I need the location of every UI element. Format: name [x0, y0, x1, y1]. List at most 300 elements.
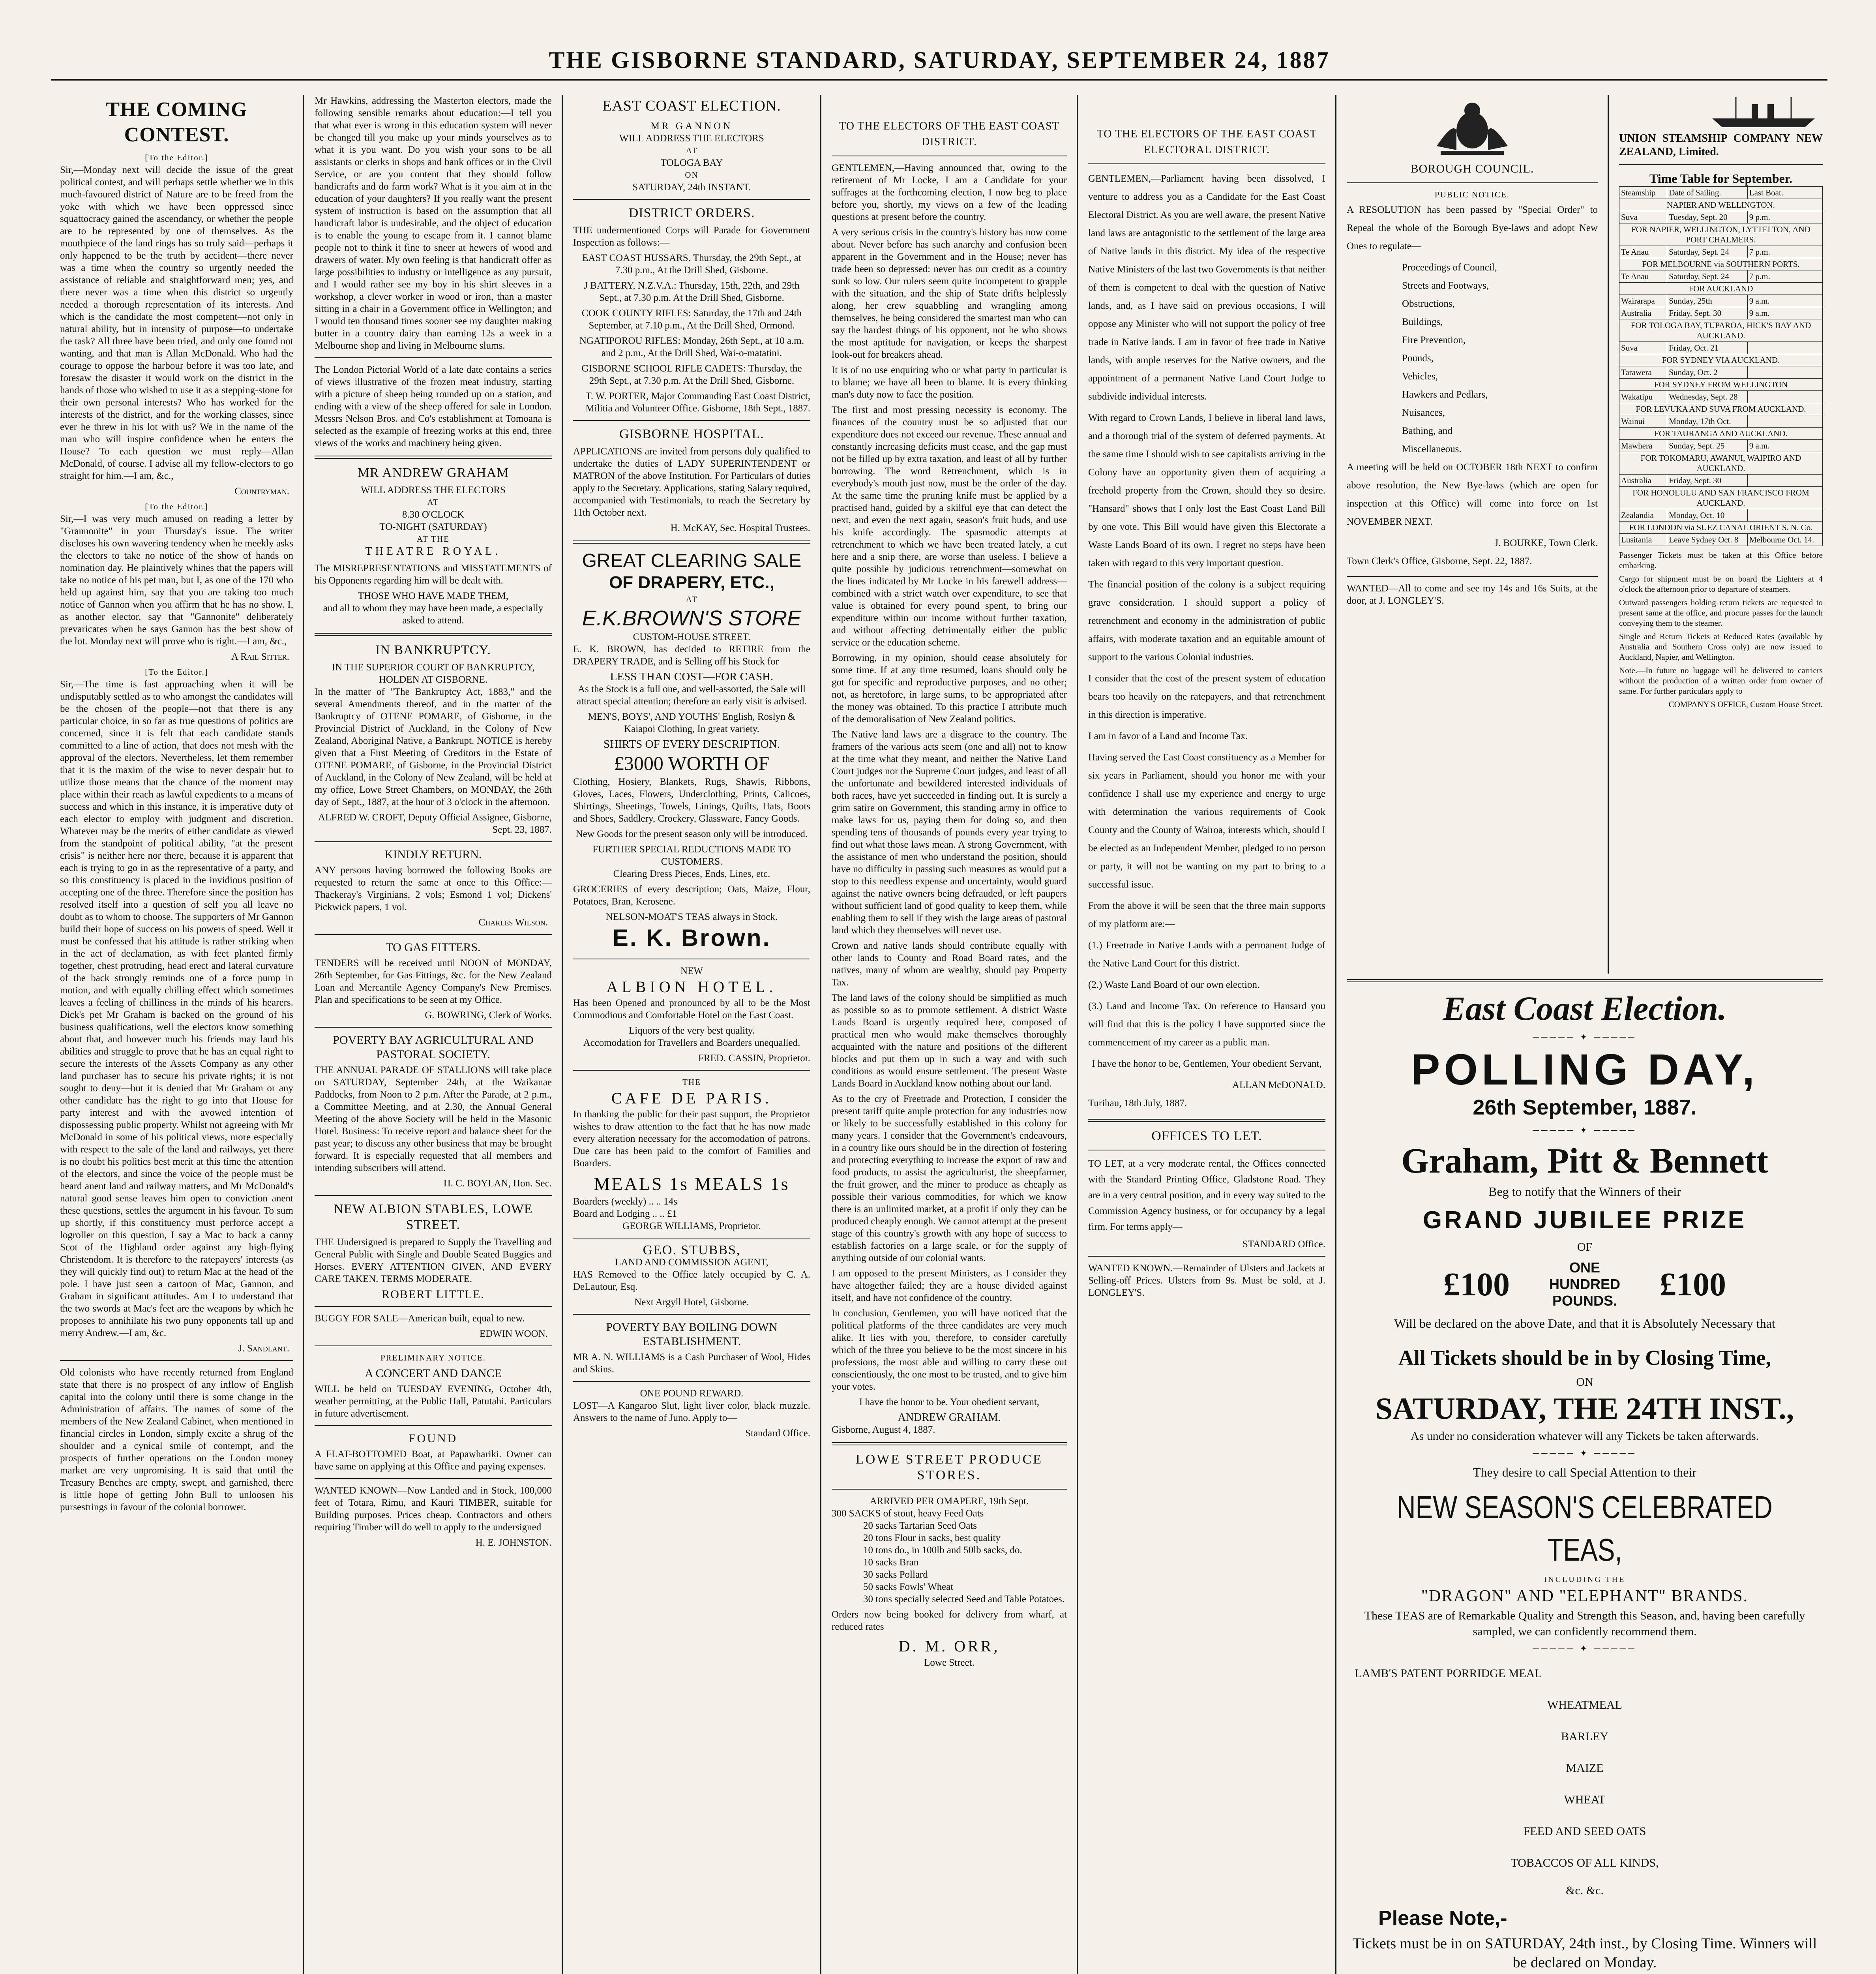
- timetable-cell: 9 p.m.: [1747, 211, 1822, 223]
- cafe-the: THE: [682, 1077, 701, 1087]
- albion-accommodation: Accomodation for Travellers and Boarders unequalled.: [583, 1038, 800, 1048]
- borough-meeting: A meeting will be held on OCTOBER 18th NEXT to confirm above resolution, the New Bye-laws (which are open for inspection at this Office) will come into force on 1st NOVEMBER NEXT.: [1347, 462, 1598, 527]
- prize-amount: £100: [1660, 1266, 1726, 1303]
- divider: [832, 1442, 1067, 1445]
- offices-signature: STANDARD Office.: [1242, 1239, 1325, 1250]
- timetable-cell: Monday, 17th Oct.: [1667, 415, 1747, 428]
- timetable-cell: Friday, Sept. 30: [1667, 307, 1747, 319]
- timetable-route: FOR TAURANGA AND AUCKLAND.: [1619, 428, 1823, 440]
- bylaw-item: Vehicles,: [1402, 371, 1438, 382]
- mcdonald-close: I have the honor to be, Gentlemen, Your obedient Servant,: [1092, 1058, 1322, 1069]
- timetable-header: Steamship: [1619, 187, 1667, 199]
- mens-clothing: MEN'S, BOYS', AND YOUTHS' English, Roslyn & Kaiapoi Clothing, In great variety.: [588, 711, 796, 734]
- graham-ad-line: AT THE: [417, 534, 450, 544]
- tea-brands: "DRAGON" AND "ELEPHANT" BRANDS.: [1421, 1587, 1749, 1605]
- hospital-body: APPLICATIONS are invited from persons duly qualified to undertake the duties of LADY SUPERINTENDENT or MATRON of the above Institution. For Particulars of duties apply to the Secretary. Applications, stating Salary required, accompanied with Testimonials, to reach the Secretary by 11th October next.: [573, 446, 810, 518]
- williams-signature: GEORGE WILLIAMS, Proprietor.: [622, 1221, 761, 1231]
- divider: [315, 1027, 552, 1028]
- letter-rail-sitter: Sir,—I was very much amused on reading a letter by "Grannonite" in your Thursday's issue. The writer discloses his own wavering tendency when he meekly asks the electors to take no notice of the show of hands on nomination day. He plaintively whines that the papers will take no notice of his pet man, but I, as one of the 170 who held up against him, say that you are taking too much notice of Gannon when you affirm that he has no show. I, as another elector, say that "Gannonite" deliberately prevaricates when he says Gannon has the best show of the lot. Monday next will prove who is right.—I am, &c.,: [60, 514, 293, 647]
- divider: [1088, 1119, 1325, 1122]
- graham-address-title: TO THE ELECTORS OF THE EAST COAST DISTRICT.: [839, 120, 1059, 148]
- timetable-cell: 9 a.m.: [1747, 295, 1822, 307]
- mcdonald-paragraph: From the above it will be seen that the three main supports of my platform are:—: [1088, 901, 1325, 929]
- stock-line: 30 sacks Pollard: [863, 1569, 928, 1580]
- steamship-icon: [1704, 95, 1823, 130]
- groceries-line: GROCERIES of every description; Oats, Maize, Flour, Potatoes, Bran, Kerosene.: [573, 884, 810, 907]
- orders-line: Orders now being booked for delivery from wharf, at reduced rates: [832, 1609, 1067, 1632]
- bylaw-item: Pounds,: [1402, 353, 1434, 364]
- wanted-ulsters: WANTED KNOWN.—Remainder of Ulsters and Jackets at Selling-off Prices. Ulsters from 9s. Must be sold, at J. LONGLEY'S.: [1088, 1263, 1325, 1298]
- bylaw-item: Obstructions,: [1402, 298, 1455, 309]
- graham-ad-line: AT: [427, 497, 439, 507]
- column-3: [564, 95, 819, 1974]
- timetable-cell: Te Anau: [1619, 246, 1667, 258]
- boarders-line: Boarders (weekly) .. .. 14s: [573, 1196, 677, 1207]
- cafe-de-paris-title: CAFE DE PARIS.: [611, 1089, 772, 1107]
- timetable: [1619, 186, 1823, 546]
- goods-item: MAIZE: [1566, 1762, 1604, 1775]
- hospital-signature: H. McKAY, Sec. Hospital Trustees.: [670, 523, 810, 533]
- offices-title: OFFICES TO LET.: [1151, 1129, 1262, 1143]
- gannon-line: ON: [685, 170, 699, 180]
- hospital-title: GISBORNE HOSPITAL.: [619, 427, 764, 441]
- district-order: COOK COUNTY RIFLES: Saturday, the 17th and 24th September, at 7.10 p.m., At the Drill Shed, Ormond.: [581, 308, 802, 331]
- brown-body: E. K. BROWN, has decided to RETIRE from the DRAPERY TRADE, and is Selling off his Stock for: [573, 644, 810, 667]
- buggy-body: BUGGY FOR SALE—American built, equal to new.: [315, 1313, 525, 1324]
- poverty-bay-title: POVERTY BAY AGRICULTURAL AND PASTORAL SOCIETY.: [333, 1034, 534, 1061]
- cafe-body: In thanking the public for their past support, the Proprietor wishes to draw attention to the fact that he has now made every alteration necessary for the accomodation of patrons. Due care has been paid to the comfort of Families and Boarders.: [573, 1109, 810, 1169]
- timetable-header: Date of Sailing.: [1667, 187, 1747, 199]
- column-2: [306, 95, 560, 1974]
- prize-words: ONE HUNDRED POUNDS.: [1549, 1259, 1620, 1309]
- goods-item: FEED AND SEED OATS: [1523, 1825, 1646, 1838]
- gas-fitters-body: TENDERS will be received until NOON of MONDAY, 26th September, for Gas Fittings, &c. for the New Zealand Loan and Mercantile Agency Company's New Premises. Plan and specifications to be seen at my Office.: [315, 958, 552, 1005]
- mcdonald-address-body: [1088, 170, 1325, 1113]
- mcdonald-paragraph: With regard to Crown Lands, I believe in liberal land laws, and a thorough trial of the system of deferred payments. At the same time I should wish to see capitalists arriving in the Colony have an opportunity given them of acquiring a freehold property from the Crown, should they so desire. "Hansard" shows that I only lost the East Coast Land Bill by one vote. This Bill would have given this Electorate a Waste Lands Board of its own. I regret no steps have been taken with regard to this very important question.: [1088, 413, 1325, 569]
- graham-ad-note: The MISREPRESENTATIONS and MISSTATEMENTS of his Opponents regarding him will be dealt with.: [315, 563, 552, 586]
- saturday-line: SATURDAY, THE 24TH INST.,: [1375, 1391, 1794, 1426]
- stables-body: THE Undersigned is prepared to Supply the Travelling and General Public with Single and Double Seated Buggies and Horses. EVERY ATTENTION GIVEN, AND EVERY CARE TAKEN. TERMS MODERATE.: [315, 1237, 552, 1284]
- timetable-route: FOR TOKOMARU, AWANUI, WAIPIRO AND AUCKLAND.: [1619, 452, 1823, 475]
- gas-fitters-title: TO GAS FITTERS.: [386, 941, 481, 954]
- timetable-row: [1619, 475, 1823, 487]
- arrived-line: ARRIVED PER OMAPERE, 19th Sept.: [870, 1496, 1029, 1507]
- graham-ad-line: TO-NIGHT (SATURDAY): [379, 522, 487, 532]
- bylaw-item: Nuisances,: [1402, 407, 1445, 418]
- column-rule: [1077, 95, 1078, 1974]
- masthead: THE GISBORNE STANDARD, SATURDAY, SEPTEMBER 24, 1887: [549, 47, 1330, 73]
- gannon-name: MR GANNON: [650, 121, 733, 131]
- bankruptcy-sub: IN THE SUPERIOR COURT OF BANKRUPTCY, HOLDEN AT GISBORNE.: [332, 662, 535, 685]
- wanted-timber-signature: H. E. JOHNSTON.: [475, 1537, 552, 1548]
- gannon-line: TOLOGA BAY: [660, 158, 723, 168]
- graham-address-signature: ANDREW GRAHAM.: [898, 1411, 1001, 1424]
- timetable-row: [1619, 534, 1823, 546]
- albion-new: NEW: [680, 966, 703, 976]
- ornament-rule: ───── ✦ ─────: [1533, 1032, 1637, 1042]
- clearing-at: AT: [686, 595, 698, 604]
- graham-address-close: I have the honor to be. Your obedient servant,: [859, 1397, 1040, 1407]
- borough-title: BOROUGH COUNCIL.: [1410, 162, 1534, 175]
- kindly-return-signature: Charles Wilson.: [478, 917, 548, 928]
- graham-ad-line: WILL ADDRESS THE ELECTORS: [361, 485, 506, 495]
- ornament-rule: ───── ✦ ─────: [1533, 1125, 1637, 1135]
- custom-house-street: CUSTOM-HOUSE STREET.: [633, 632, 751, 642]
- timetable-title: Time Table for September.: [1649, 171, 1793, 186]
- stock-line: 30 tons specially selected Seed and Table Potatoes.: [863, 1594, 1065, 1604]
- mcdonald-point: (1.) Freetrade in Native Lands with a permanent Judge of the Native Land Court for this district.: [1088, 940, 1325, 969]
- stock-body: As the Stock is a full one, and well-assorted, the Sale will attract special attention; therefore an early visit is advised.: [577, 684, 807, 707]
- graham-address-paragraph: As to the cry of Freetrade and Protection, I consider the present tariff quite ample protection for any industries now or likely to be successfully established in this colony for many years. I consider that the Government's endeavours, in a country like ours should be in the direction of fostering and protecting everything to increase the export of raw and food products, to assist the agriculturist, the sheepfarmer, the fruit grower, and the miner to produce as cheaply as possible their various commodities, for which we know there is an unlimited market, at a profit if only they can be produced cheaply enough. We cannot attempt at the present stage of this country's growth with any hope of success to establish factories on a large scale, or for the supply of anything outside of our colonial wants.: [832, 1094, 1067, 1263]
- timetable-route: FOR LEVUKA AND SUVA FROM AUCKLAND.: [1619, 403, 1823, 415]
- district-orders-title: DISTRICT ORDERS.: [628, 206, 755, 220]
- timetable-cell: [1747, 391, 1822, 403]
- graham-ad-note: and all to whom they may have been made, a especially asked to attend.: [323, 603, 543, 626]
- graham-address-paragraph: GENTLEMEN,—Having announced that, owing to the retirement of Mr Locke, I am a Candidate for your suffrages at the forthcoming election, I now beg to place before you, shortly, my views on a few of the leading questions at present before the country.: [832, 163, 1067, 222]
- goods-item: TOBACCOS OF ALL KINDS,: [1511, 1856, 1659, 1869]
- divider: [315, 1345, 552, 1346]
- timetable-route: FOR TOLOGA BAY, TUPAROA, HICK'S BAY AND AUCKLAND.: [1619, 319, 1823, 342]
- paragraph-hawkins: Mr Hawkins, addressing the Masterton electors, made the following sensible remarks about education:—I tell you that what ever is wrong in this education system will never be changed till you make up your minds yourselves as to what it is you want. Do you wish your sons to be all assistants or clerks in shops and bank offices or in the Civil Service, or are you content that they should follow handicrafts and do farm work? What is it you aim at in the education of your daughters? If you really want the present system of instruction is based on the assumption that all handicraft labor is undesirable, and the object of education is to enable the young to escape from it. I cannot blame people not to think it fine to sneer at hewers of wood and drawers of water. My own feeling is that handicraft offer as large possibilities to industry or intelligence as any pursuit, and I would rather see my boy in his shirt sleeves in a workshop, a clever worker in wood or iron, than a master sitting in a chair in a Government office in Wellington; and I would ten thousand times sooner see my daughter making butter in a country dairy than earning 12s a week in a Melbourne shop and living in Melbourne slums.: [315, 96, 552, 351]
- pound-reward-body: LOST—A Kangaroo Slut, light liver color, black muzzle. Answers to the name of Juno. Apply to—: [573, 1400, 810, 1423]
- grand-jubilee-prize: GRAND JUBILEE PRIZE: [1422, 1207, 1747, 1234]
- timetable-cell: Friday, Oct. 21: [1667, 342, 1747, 354]
- goods-item: &c. &c.: [1566, 1884, 1604, 1897]
- company-office: COMPANY'S OFFICE, Custom House Street.: [1668, 700, 1823, 709]
- divider: [60, 1360, 293, 1361]
- timetable-row: [1619, 258, 1823, 270]
- timetable-cell: [1747, 342, 1822, 354]
- stock-line: 20 sacks Tartarian Seed Oats: [863, 1520, 977, 1531]
- timetable-route: FOR MELBOURNE via SOUTHERN PORTS.: [1619, 258, 1823, 270]
- divider: [1088, 1256, 1325, 1257]
- timetable-route: FOR HONOLULU AND SAN FRANCISCO FROM AUCKLAND.: [1619, 487, 1823, 509]
- kindly-return-title: KINDLY RETURN.: [384, 848, 482, 861]
- divider: [315, 841, 552, 842]
- gannon-line: WILL ADDRESS THE ELECTORS: [619, 133, 764, 144]
- found-body: A FLAT-BOTTOMED Boat, at Papawhariki. Owner can have same on applying at this Office and paying expenses.: [315, 1449, 552, 1472]
- divider: [573, 1314, 810, 1315]
- divider: [1347, 182, 1598, 183]
- timetable-cell: Suva: [1619, 342, 1667, 354]
- kindly-return-body: ANY persons having borrowed the following Books are requested to return the same at once to this Office:— Thackeray's Virginians, 2 vols; Esmond 1 vol; Dickens' Pickwick papers, 1 vol.: [315, 865, 552, 912]
- timetable-cell: 7 p.m.: [1747, 246, 1822, 258]
- divider: [315, 357, 552, 358]
- less-than-cost: LESS THAN COST—FOR CASH.: [610, 670, 774, 683]
- stock-line: 20 tons Flour in sacks, best quality: [863, 1533, 1001, 1543]
- graham-ad-line: 8.30 O'CLOCK: [402, 509, 465, 520]
- prize-amount: £100: [1443, 1266, 1510, 1303]
- graham-address-date: Gisborne, August 4, 1887.: [832, 1424, 935, 1435]
- timetable-cell: Australia: [1619, 307, 1667, 319]
- timetable-row: [1619, 509, 1823, 522]
- timetable-cell: Saturday, Sept. 24: [1667, 246, 1747, 258]
- bylaw-item: Hawkers and Pedlars,: [1402, 389, 1488, 400]
- poverty-bay-signature: H. C. BOYLAN, Hon. Sec.: [443, 1178, 552, 1189]
- to-editor-label: [To the Editor.]: [145, 502, 208, 511]
- timetable-row: [1619, 307, 1823, 319]
- albion-hotel-title: ALBION HOTEL.: [606, 978, 777, 996]
- district-order: J BATTERY, N.Z.V.A.: Thursday, 15th, 22th, and 29th Sept., at 7.30 p.m. At the Drill Shed, Gisborne.: [584, 280, 800, 303]
- timetable-cell: Lusitania: [1619, 534, 1667, 546]
- divider: [573, 540, 810, 544]
- timetable-cell: Melbourne Oct. 14.: [1747, 534, 1822, 546]
- graham-address-paragraph: I am opposed to the present Ministers, as I consider they have altogether failed; they are a house divided against itself, and have not confidence of the country.: [832, 1268, 1067, 1303]
- timetable-row: [1619, 223, 1823, 246]
- offices-body-wrap: [1088, 1156, 1325, 1235]
- divider: [1347, 979, 1823, 982]
- mcdonald-point: (3.) Land and Income Tax. On reference to Hansard you will find that this is the policy I have supported since the commencement of my career as a public man.: [1088, 1001, 1325, 1048]
- letter-countryman: Sir,—Monday next will decide the issue of the great political contest, and will perhaps settle whether we in this much-favoured district of Nature are to be freed from the yoke with which we have been oppressed since squattocracy gained the ascendancy, or whether the people are to be represented by one of themselves. As the mouthpiece of the land rings has so truly said—perhaps it only happened to be the truth by accident—there never was a time when the country so urgently needed the assistance of reliable and straightforward men; yes, and there never was a time when this district so urgently needed a thorough representation of its interests. And which is the candidate the most competent—not only in natural ability, but in intensity of purpose—to undertake the task? All three have been tried, and only one found not wanting, and that man is Allan McDonald. Who had the courage to oppose the harbour before it was too late, and foresaw the disaster it would work on the district in the hands of those who wished to use it as a stepping-stone for their own personal interests? Who has worked for the interests of the district, and for the working classes, since ever he threw in his lot with us? We in the name of the man who will inspire confidence when he enters the House? To each question we must reply—Allan McDonald, of course. I advise all my fellow-electors to go straight for him.—I am, &c.,: [60, 165, 293, 481]
- timetable-row: [1619, 379, 1823, 391]
- boiling-body: MR A. N. WILLIAMS is a Cash Purchaser of Wool, Hides and Skins.: [573, 1352, 810, 1375]
- shipping-note: Outward passengers holding return tickets are requested to present same at the office, and procure passes for the launch conveying them to the steamer.: [1619, 598, 1823, 628]
- polling-day: POLLING DAY,: [1411, 1045, 1758, 1094]
- timetable-row: [1619, 452, 1823, 475]
- divider: [832, 1489, 1067, 1490]
- graham-address-paragraph: A very serious crisis in the country's history has now come about. Never before has such anarchy and confusion been apparent in the Government and in the House; never has trade been so depressed: never has our credit as a country sunk so low. Our rulers seem quite incompetent to grapple with the situation, and the ship of State drifts helplessly along, her crew squabbling and wrangling among themselves, he being considered the smartest man who can say the hardest things of his opponent, not he who shows the most aptitude for navigation, or keeps the sharpest look-out for breakers ahead.: [832, 227, 1067, 360]
- timetable-route: FOR LONDON via SUEZ CANAL ORIENT S. N. Co.: [1619, 522, 1823, 534]
- timetable-cell: Wednesday, Sept. 28: [1667, 391, 1747, 403]
- mcdonald-paragraph: The financial position of the colony is a subject requiring grave consideration. I should support a policy of retrenchment and economy in the administration of public affairs, with moderate taxation and an equitable amount of support to the various Colonial industries.: [1088, 579, 1325, 662]
- bylaw-item: Miscellaneous.: [1402, 444, 1462, 454]
- timetable-route: FOR NAPIER, WELLINGTON, LYTTELTON, AND PORT CHALMERS.: [1619, 223, 1823, 246]
- divider: [315, 1306, 552, 1307]
- mcdonald-point: (2.) Waste Land Board of our own election.: [1088, 979, 1260, 990]
- board-line: Board and Lodging .. .. £1: [573, 1208, 677, 1219]
- stables-title: NEW ALBION STABLES, LOWE STREET.: [334, 1202, 533, 1232]
- timetable-cell: Mawhera: [1619, 440, 1667, 452]
- timetable-cell: 7 p.m.: [1747, 270, 1822, 283]
- special-attention: They desire to call Special Attention to their: [1473, 1465, 1697, 1479]
- timetable-row: [1619, 283, 1823, 295]
- stock-line: 300 SACKS of stout, heavy Feed Oats: [832, 1508, 984, 1519]
- borough-signature: J. BOURKE, Town Clerk.: [1494, 538, 1598, 548]
- east-coast-election-title: EAST COAST ELECTION.: [602, 98, 781, 114]
- new-season-teas: NEW SEASON'S CELEBRATED TEAS,: [1397, 1490, 1773, 1567]
- timetable-row: [1619, 246, 1823, 258]
- goods-item: WHEAT: [1564, 1793, 1606, 1806]
- graham-ad-title: MR ANDREW GRAHAM: [357, 465, 509, 480]
- borough-office: Town Clerk's Office, Gisborne, Sept. 22, 1887.: [1347, 556, 1532, 567]
- pound-reward-title: ONE POUND REWARD.: [640, 1388, 744, 1399]
- timetable-cell: Wakatipu: [1619, 391, 1667, 403]
- pound-reward-signature: Standard Office.: [745, 1428, 810, 1439]
- timetable-cell: 9 a.m.: [1747, 440, 1822, 452]
- ornament-rule: ───── ✦ ─────: [1533, 1448, 1637, 1458]
- albion-liquors: Liquors of the very best quality.: [628, 1025, 755, 1036]
- east-coast-election-heading: East Coast Election.: [1443, 989, 1727, 1027]
- column-7: [1610, 95, 1831, 974]
- shipping-note: Single and Return Tickets at Reduced Rates (available by Australia and Southern Cross only) are now issued to Auckland, Napier, and Wellington.: [1619, 632, 1823, 662]
- timetable-cell: Sunday, 25th: [1667, 295, 1747, 307]
- graham-address-paragraph: The Native land laws are a disgrace to the country. The framers of the various acts seem (one and all) not to know at the time what they meant, and neither the Native Land Court judges nor the Supreme Court judges, and least of all the unfortunate and bewildered interested individuals of both races, have yet succeeded in finding out. It is surely a grim satire on Government, this standing army in office to make laws for us, paying them for doing so, and then spending tens of thousands of pounds every year trying to find out what those laws mean. A strong Government, with the assistance of men who understand the position, should have no difficulty in passing such measures as would put a stop to this needless expense and uncertainty, would guard against the native owners being defrauded, or left paupers without sufficient land of good quality to keep them, while enabling them to sell if they wish the large areas of pastoral land which they themselves will never use.: [832, 729, 1067, 936]
- timetable-cell: Leave Sydney Oct. 8: [1667, 534, 1747, 546]
- bylaw-item: Buildings,: [1402, 317, 1443, 327]
- letter-sandlant: Sir,—The time is fast approaching when it will be undisputably settled as to who amongst the candidates will be the chosen of the people—not that there is any particular choice, in so far as true questions of politics are concerned, since it is felt that each candidate stands committed to a line of action, that does not mesh with the approval of the electors. Nevertheless, let them remember that it is the maxim of the wise to never despair but to utilize those means that the chance of the moment may place within their reach as lawful expedients to a means of success and which in this instance, it is imperative duty of each elector to employ with judgment and discretion. Whatever may be the merits of either candidate as viewed from the standpoint of political ability, "at the present crisis" is neither here nor there, because it is apparent that each is trying to go in as the representative of a party, and so this constituency is placed in the invidious position of accepting one of the three. Therefore since the position has resolved itself into a question of self you all leave no doubt as to whom to choose. The supporters of Mr Gannon build their hope of success on his powers of speed. Well it must be confessed that his attitude is rather striking when in the act of declamation, as with feet planted firmly together, chest protruding, head erect and lateral curvature of the back strongly reminds one of a force pump in motion, and with equally chilling effect which sometimes leaves a feeling of chilliness in the minds of his hearers. Dick's pet Mr Graham is backed on the ground of his business qualifications, well the electors know something about that, and however much his friends may laud his abilities and struggle to prove that he has an equal right to secure the interests of the Assets Company as any other land purchaser has to secure his private rights; it is not sought to deny—but it is denied that Mr Graham or any other candidate has the right to go into that House for party interest and with the avowed intention of dispossessing public property. Whilst not agreeing with Mr McDonald in some of his political views, more especially with respect to the sale of the land and railways, yet there is no doubt his politics best merit at this time the attention of the electors, and since the voice of the people must be heard anent land and railway matters, and Mr McDonald's natural good sense leaves him open to conviction anent these questions, settles the argument in his favour. To sum up shortly, if this constituency must perforce accept a logroller on this question, I say a Mac to back a canny Scot of the Highland order against any high-flying Christendom. It is therefore to the ratepayers' interests (as they will quickly find out) to return Mac at the head of the pole. I have just seen a cartoon of Mac, Gannon, and Graham in significant attitudes. Am I to understand that the two swords at Mac's feet are the weapons by which he proposes to annihilate his two puny opponents tall up and merry Andrew.—I am, &c.: [60, 679, 293, 1338]
- stubbs-body: HAS Removed to the Office lately occupied by C. A. DeLautour, Esq.: [573, 1269, 810, 1292]
- nelson-teas: NELSON-MOAT'S TEAS always in Stock.: [605, 912, 778, 922]
- timetable-row: [1619, 522, 1823, 534]
- concert-title: A CONCERT AND DANCE: [365, 1367, 502, 1380]
- stubbs-next: Next Argyll Hotel, Gisborne.: [634, 1297, 749, 1308]
- wanted-timber-body: WANTED KNOWN—Now Landed and in Stock, 100,000 feet of Totara, Rimu, and Kauri TIMBER, suitable for Building purposes. Prices cheap. Contractors and others requiring Timber will do well to apply to the undersigned: [315, 1485, 552, 1533]
- on-label: ON: [1576, 1375, 1593, 1389]
- timetable-cell: [1747, 509, 1822, 522]
- divider: [1088, 163, 1325, 164]
- divider: [573, 199, 810, 200]
- timetable-cell: Suva: [1619, 211, 1667, 223]
- timetable-cell: Monday, Oct. 10: [1667, 509, 1747, 522]
- letter-signature: J. Sandlant.: [238, 1343, 289, 1354]
- including-label: INCLUDING THE: [1544, 1575, 1626, 1584]
- timetable-cell: Sunday, Oct. 2: [1667, 366, 1747, 379]
- timetable-cell: [1747, 415, 1822, 428]
- timetable-cell: Wainui: [1619, 415, 1667, 428]
- mcdonald-paragraph: I am in favor of a Land and Income Tax.: [1088, 731, 1248, 741]
- teas-body: These TEAS are of Remarkable Quality and Strength this Season, and, having been carefully sampled, we can confidently recommend them.: [1364, 1609, 1805, 1638]
- prize-row: [1347, 1259, 1823, 1309]
- goods-item: WHEATMEAL: [1547, 1698, 1622, 1711]
- stock-line: 50 sacks Fowls' Wheat: [863, 1582, 954, 1592]
- ornament-rule: ───── ✦ ─────: [1533, 1644, 1637, 1653]
- timetable-row: [1619, 319, 1823, 342]
- divider: [1619, 164, 1823, 165]
- column-rule: [820, 95, 821, 1974]
- borough-notice: [1347, 201, 1598, 570]
- district-order: NGATIPOROU RIFLES: Monday, 26th Sept., at 10 a.m. and 2 p.m., At the Drill Shed, Wai-o-matatini.: [579, 336, 804, 358]
- timetable-row: [1619, 211, 1823, 223]
- of-label: OF: [1577, 1240, 1593, 1253]
- gas-fitters-signature: G. BOWRING, Clerk of Works.: [425, 1010, 552, 1021]
- graham-address-paragraph: In conclusion, Gentlemen, you will have noticed that the political platforms of the three candidates are very much alike. It lies with you, therefore, to consider carefully which of the three you believe to be the most sincere in his professions, the most able and willing to carry these out conscientiously, the one most to be trusted, and to give him your votes.: [832, 1308, 1067, 1392]
- graham-address-paragraph: It is of no use enquiring who or what party in particular is to blame; we have all been to blame. It is every thinking man's duty now to face the position.: [832, 365, 1067, 400]
- divider: [573, 420, 810, 421]
- offices-body: TO LET, at a very moderate rental, the Offices connected with the Standard Printing Office, Gladstone Road. They are in a very central position, and in every way suited to the Commission Agency business, or for occupancy by a legal firm. For terms apply—: [1088, 1158, 1325, 1232]
- column-rule: [1335, 95, 1336, 1974]
- bankruptcy-body: In the matter of "The Bankruptcy Act, 1883," and the several Amendments thereof, and in the matter of the Bankruptcy of OTENE POMARE, of Gisborne, in the Provincial District of Auckland, in the Colony of New Zealand, Aboriginal Native, a Bankrupt. NOTICE is hereby given that a First Meeting of Creditors in the Estate of OTENE POMARE, of Gisborne, in the Provincial District of Auckland, in the Colony of New Zealand, will be held at my office, Lowe Street Chambers, on MONDAY, the 26th day of Sept., 1887, at the hour of 3 o'clock in the afternoon.: [315, 687, 552, 807]
- further-reductions: FURTHER SPECIAL REDUCTIONS MADE TO CUSTOMERS.: [592, 844, 791, 867]
- albion-body: Has been Opened and pronounced by all to be the Most Commodious and Comfortable Hotel on the East Coast.: [573, 998, 810, 1021]
- bylaw-item: Proceedings of Council,: [1402, 262, 1497, 273]
- to-editor-label: [To the Editor.]: [145, 667, 208, 677]
- timetable-cell: Saturday, Sept. 24: [1667, 270, 1747, 283]
- divider: [573, 1070, 810, 1071]
- preliminary-title: PRELIMINARY NOTICE.: [380, 1353, 486, 1362]
- timetable-body: [1619, 199, 1823, 546]
- orr-signature: D. M. ORR,: [898, 1637, 1000, 1655]
- timetable-cell: 9 a.m.: [1747, 307, 1822, 319]
- bylaw-item: Streets and Footways,: [1402, 280, 1489, 291]
- divider: [315, 456, 552, 459]
- graham-address-paragraph: Borrowing, in my opinion, should cease absolutely for some time. If at any time resumed, loans should only be got for specific and reproductive purposes, and no other; not, as heretofore, in large sums, to be appropriated after the money was obtained. To this practice I attribute much of the demoralisation of New Zealand politics.: [832, 653, 1067, 724]
- timetable-row: [1619, 487, 1823, 509]
- shipping-note: Cargo for shipment must be on board the Lighters at 4 o'clock the afternoon prior to departure of steamers.: [1619, 574, 1823, 594]
- graham-ad-line: THEATRE ROYAL.: [365, 545, 501, 557]
- graham-pitt-bennett-ad: [1338, 979, 1831, 1974]
- divider: [573, 1381, 810, 1382]
- gpb-heading: Graham, Pitt & Bennett: [1401, 1141, 1768, 1180]
- column-rule: [1608, 95, 1609, 974]
- found-title: FOUND: [409, 1432, 458, 1445]
- bankruptcy-title: IN BANKRUPTCY.: [375, 643, 491, 657]
- mcdonald-paragraph: I consider that the cost of the present system of education bears too heavily on the ratepayers, and that retrenchment in this direction is imperative.: [1088, 673, 1325, 720]
- porter-signature: T. W. PORTER, Major Commanding East Coast District, Militia and Volunteer Office. Gisborne, 18th Sept., 1887.: [585, 391, 810, 414]
- borough-crest-icon: [1429, 99, 1516, 158]
- new-goods: New Goods for the present season only will be introduced.: [575, 829, 808, 839]
- buggy-signature: EDWIN WOON.: [479, 1329, 548, 1339]
- please-note-body: Tickets must be in on SATURDAY, 24th inst., by Closing Time. Winners will be declared on Monday.: [1352, 1935, 1817, 1971]
- poverty-bay-body: THE ANNUAL PARADE OF STALLIONS will take place on SATURDAY, September 24th, at the Waikanae Paddocks, from Noon to 2 p.m. After the Parade, at 2 p.m., a Committee Meeting, and at 2.30, the Annual General Meeting of the above Society will be held in the Masonic Hotel. Business: To receive report and balance sheet for the past year; to discuss any other business that may be brought forward. It is especially requested that all members and intending subscribers will attend.: [315, 1065, 552, 1173]
- goods-item: LAMB'S PATENT PORRIDGE MEAL: [1355, 1667, 1542, 1680]
- district-orders-body: THE undermentioned Corps will Parade for Government Inspection as follows:—: [573, 225, 810, 248]
- stock-line: 10 tons do., in 100lb and 50lb sacks, do.: [863, 1545, 1022, 1556]
- divider: [315, 633, 552, 636]
- worth-headline: £3000 WORTH OF: [614, 752, 770, 774]
- graham-address-paragraph: The land laws of the colony should be simplified as much as possible so as to promote settlement. A district Waste Lands Board is urgently required here, composed of practical men who would make themselves thoroughly acquainted with the nature and positions of the different blocks and put them up in such a way and with such conditions as would ensure settlement. The present Waste Lands Board in Auckland know nothing about our land.: [832, 993, 1067, 1089]
- timetable-row: [1619, 270, 1823, 283]
- mcdonald-signature: ALLAN McDONALD.: [1232, 1080, 1325, 1090]
- mcdonald-address-title: TO THE ELECTORS OF THE EAST COAST ELECTORAL DISTRICT.: [1096, 128, 1317, 156]
- timetable-row: [1619, 415, 1823, 428]
- masthead-rule: [51, 79, 1827, 81]
- declared-line: Will be declared on the above Date, and that it is Absolutely Necessary that: [1394, 1316, 1775, 1330]
- concert-body: WILL be held on TUESDAY EVENING, October 4th, weather permitting, at the Public Hall, Patutahi. Particulars in future advertisement.: [315, 1384, 552, 1419]
- column-6: [1338, 95, 1606, 974]
- letter-signature: A Rail Sitter.: [231, 651, 289, 662]
- bylaw-item: Fire Prevention,: [1402, 335, 1466, 345]
- albion-signature: FRED. CASSIN, Proprietor.: [698, 1053, 810, 1064]
- timetable-cell: Te Anau: [1619, 270, 1667, 283]
- clearing-line: Clearing Dress Pieces, Ends, Lines, etc.: [613, 869, 770, 879]
- paragraph-pictorial: The London Pictorial World of a late date contains a series of views illustrative of the frozen meat industry, starting with a picture of sheep being rounded up on a station, and ending with a view of the sheep offered for sale in London. Messrs Nelson Bros. and Co's establishment at Tomoana is selected as the example of freezing works at this end, three views of the works and machinery being given.: [315, 364, 552, 448]
- timetable-row: [1619, 342, 1823, 354]
- timetable-cell: [1747, 366, 1822, 379]
- ek-brown-logo: E. K. Brown.: [612, 925, 771, 951]
- shipping-notes: [1619, 550, 1823, 696]
- timetable-cell: Wairarapa: [1619, 295, 1667, 307]
- mcdonald-paragraph: Having served the East Coast constituency as a Member for six years in Parliament, should you honor me with your confidence I shall use my experience and energy to urge with determination the various requirements of Cook County and the County of Wairoa, interests which, should I be elected as an Independent Member, pledged to no person or party, it will not be wanting on my part to bring to a successful issue.: [1088, 752, 1325, 890]
- to-editor-label: [To the Editor.]: [145, 153, 208, 162]
- timetable-cell: [1747, 475, 1822, 487]
- timetable-route: FOR SYDNEY VIA AUCKLAND.: [1619, 354, 1823, 366]
- graham-address-paragraph: The first and most pressing necessity is economy. The finances of the country must be so adjusted that our expenditure does not exceed our revenue. These annual and constantly increasing deficits must cease, and the gap must not be filled up by extra taxation, and least of all by further borrowing. The word Retrenchment, which is in everybody's mouth just now, must be the order of the day. At the same time the pruning knife must be applied by a practised hand, guided by a skilful eye that can detect the next, and even the next again, season's fruit buds, and use his knife accordingly. The spasmodic attempts at retrenchment to which we have been treated lately, a cut here and a snip there, are worse than useless. I believe a quite possible by judicious retrenchment—somewhat on the lines indicated by Mr Locke in his farewell address—combined with a strict watch over expenditure, to see that value is obtained for every pound spent, to bring our expenditure within our income without further taxation, and without affecting detrimentally either the public service or the education scheme.: [832, 405, 1067, 648]
- timetable-cell: Tuesday, Sept. 20: [1667, 211, 1747, 223]
- district-order: EAST COAST HUSSARS. Thursday, the 29th Sept., at 7.30 p.m., At the Drill Shed, Gisborne.: [582, 253, 801, 276]
- timetable-row: [1619, 199, 1823, 211]
- timetable-cell: Tarawera: [1619, 366, 1667, 379]
- stubbs-title: GEO. STUBBS,: [643, 1243, 741, 1257]
- column-rule: [562, 95, 563, 1974]
- timetable-header: Last Boat.: [1747, 187, 1822, 199]
- no-consideration: As under no consideration whatever will any Tickets be taken afterwards.: [1410, 1430, 1759, 1443]
- timetable-cell: Australia: [1619, 475, 1667, 487]
- meals-line: MEALS 1s MEALS 1s: [594, 1174, 790, 1194]
- mcdonald-date: Turihau, 18th July, 1887.: [1088, 1098, 1187, 1109]
- clearing-sale-sub: OF DRAPERY, ETC.,: [609, 573, 774, 592]
- polling-date: 26th September, 1887.: [1473, 1096, 1697, 1119]
- coming-contest-title: THE COMING CONTEST.: [106, 98, 247, 146]
- timetable-row: [1619, 354, 1823, 366]
- stables-signature: ROBERT LITTLE.: [382, 1288, 485, 1301]
- borough-body: A RESOLUTION has been passed by "Special Order" to Repeal the whole of the Borough Bye-laws and adopt New Ones to regulate—: [1347, 205, 1598, 251]
- shipping-note: Passenger Tickets must be taken at this Office before embarking.: [1619, 550, 1823, 570]
- column-5: [1079, 95, 1334, 1974]
- gpb-notify: Beg to notify that the Winners of their: [1488, 1184, 1681, 1199]
- wanted-suits: WANTED—All to come and see my 14s and 16s Suits, at the door, at J. LONGLEY'S.: [1347, 583, 1598, 606]
- timetable-row: [1619, 440, 1823, 452]
- stubbs-sub: LAND AND COMMISSION AGENT,: [615, 1257, 768, 1268]
